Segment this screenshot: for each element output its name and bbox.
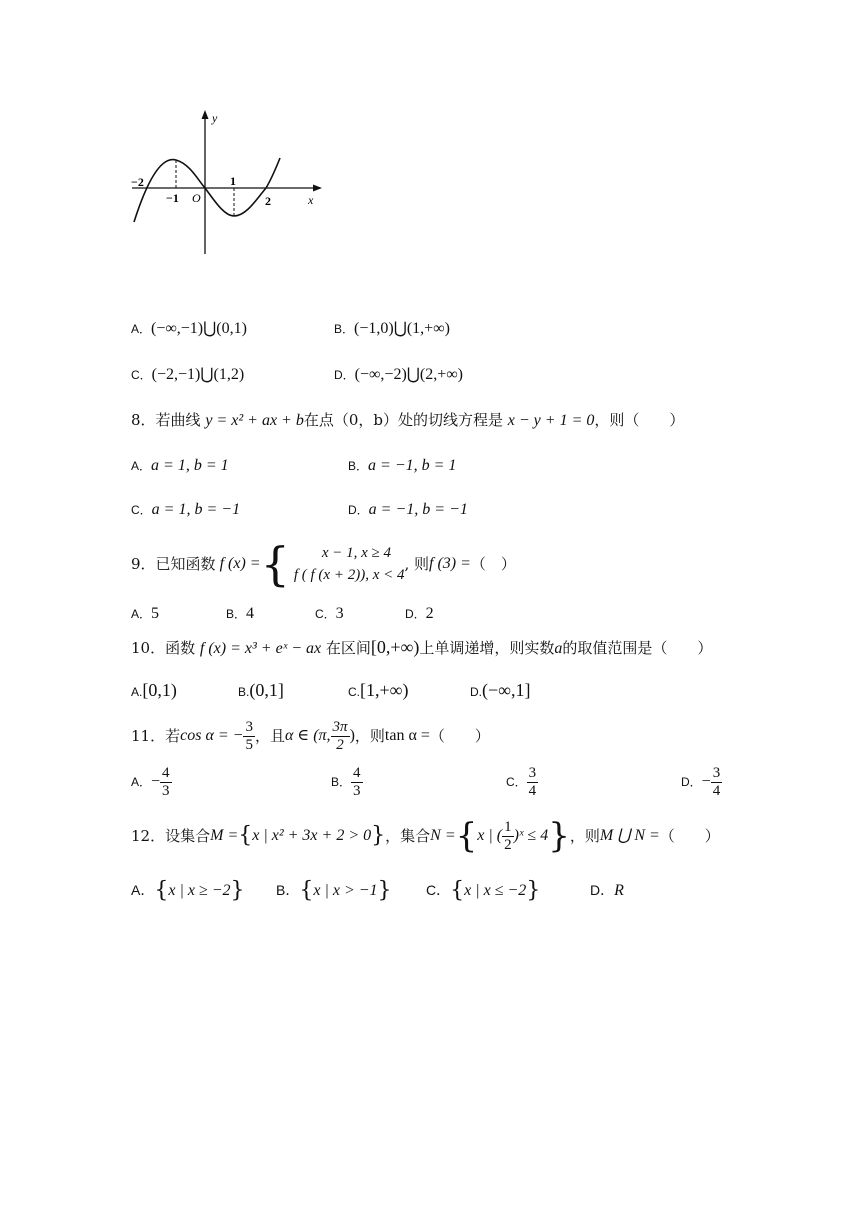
q8-b-math: a = −1, b = 1 [368, 457, 457, 474]
q12-a-label: A． [131, 882, 155, 898]
label-x: x [308, 193, 314, 207]
q8-d-math: a = −1, b = −1 [368, 501, 468, 518]
q10-interval: [0,+∞) [370, 637, 420, 657]
q12-pre: 设集合 [165, 827, 211, 845]
q12-post-pre: ，则 [569, 827, 600, 845]
q9-post-pre: , 则 [404, 555, 430, 573]
q8-b-label: B． [348, 459, 369, 473]
q10-b-math: (0,1] [249, 680, 284, 700]
q12-n-post: )ˣ ≤ 4 [513, 827, 549, 844]
q7-a-label: A． [131, 322, 152, 336]
label-y: y [212, 111, 218, 125]
q8-number: 8． [131, 411, 156, 429]
q8-mid: 在点（0，b）处的切线方程是 [303, 411, 503, 429]
q11-cos-num: 3 [245, 718, 253, 735]
q12-d [590, 880, 624, 901]
q10-post: 上单调递增，则实数 [419, 639, 555, 657]
q12-b-rbrace: } [377, 878, 392, 903]
q11-pi-den: 2 [336, 736, 344, 753]
q12-b-label: B． [276, 882, 300, 898]
q7-b-label: B． [334, 322, 355, 336]
q8-post: ，则（ ） [594, 411, 685, 429]
q10-post2: 的取值范围是（ ） [562, 639, 713, 657]
q9-b [226, 603, 254, 624]
q10-c-math: [1,+∞) [360, 680, 409, 700]
q11-c-frac [527, 765, 539, 800]
q10-b [238, 680, 284, 702]
q10-stem [131, 637, 712, 659]
tick-1: 1 [230, 174, 236, 188]
q8-a-label: A． [131, 459, 152, 473]
q7-b-math: (−1,0)⋃(1,+∞) [354, 320, 450, 337]
q11-d [681, 762, 722, 802]
q10-var: a [554, 640, 563, 657]
q11-d-label: D． [681, 775, 702, 789]
q12-n-num: 1 [504, 818, 512, 835]
q11-alpha-in: α ∈ (π, [284, 727, 331, 744]
q11-tan: tan α = [384, 727, 430, 744]
q7-d [334, 364, 463, 385]
q9-d-math: 2 [425, 605, 434, 622]
q9-c-math: 3 [335, 605, 344, 622]
tick-neg1: −1 [166, 191, 179, 205]
q12-stem [131, 814, 720, 858]
q11-a-num: 4 [162, 764, 170, 781]
q11-pre: 若 [165, 727, 181, 745]
q11-pi-num: 3π [332, 718, 348, 735]
q12-n-rbrace: } [548, 816, 570, 856]
tick-neg2: −2 [131, 175, 144, 189]
q12-a-math: x | x ≥ −2 [168, 882, 231, 899]
q10-f: f (x) = x³ + eˣ − ax [199, 640, 322, 657]
q8-c-label: C． [131, 503, 152, 517]
q11-stem [131, 716, 490, 756]
q9-a-math: 5 [151, 605, 160, 622]
q11-a-label: A． [131, 775, 152, 789]
q9-post: （ ） [470, 555, 516, 573]
tick-2: 2 [265, 194, 271, 208]
q9-f: f (x) = [219, 555, 261, 572]
q11-cos: cos α = − [180, 727, 244, 744]
q10-pre: 函数 [165, 639, 196, 657]
q10-a [131, 680, 177, 702]
q10-mid: 在区间 [325, 639, 371, 657]
q12-union: M ⋃ N = [599, 827, 660, 844]
q8-d [348, 499, 468, 520]
q9-number: 9． [131, 555, 156, 573]
q9-pre: 已知函数 [155, 555, 216, 573]
q12-m: M = [210, 827, 239, 844]
q11-c-num: 3 [528, 764, 537, 781]
q12-c-label: C． [426, 882, 451, 898]
q8-b [348, 455, 456, 476]
q11-number: 11． [131, 727, 166, 745]
q11-cos-frac [243, 719, 255, 754]
q8-curve: y = x² + ax + b [205, 412, 304, 429]
q12-d-math: R [614, 882, 624, 899]
q12-c-lbrace: { [450, 878, 465, 903]
q12-n-frac [502, 819, 514, 854]
q11-c-label: C． [506, 775, 527, 789]
q11-b-frac [351, 765, 363, 800]
q11-c [506, 762, 538, 802]
q9-f3: f (3) = [429, 555, 471, 572]
q7-c-label: C． [131, 368, 152, 382]
q12-c-math: x | x ≤ −2 [464, 882, 527, 899]
q10-b-label: B. [238, 685, 250, 699]
q11-b-num: 4 [353, 764, 361, 781]
q11-close: ) [349, 727, 355, 744]
q11-a-sign: − [151, 773, 161, 790]
q9-b-math: 4 [246, 605, 255, 622]
q11-d-num: 3 [712, 764, 721, 781]
q7-d-math: (−∞,−2)⋃(2,+∞) [354, 366, 463, 383]
q12-n-lbrace: { [455, 816, 478, 856]
q12-c [426, 880, 540, 901]
q11-c-den: 4 [528, 782, 537, 799]
q12-a-rbrace: } [230, 878, 245, 903]
q7-d-label: D． [334, 368, 355, 382]
q12-d-label: D． [590, 882, 615, 898]
q8-pre: 若曲线 [155, 411, 201, 429]
q9-c [315, 603, 344, 624]
q10-a-label: A. [131, 685, 143, 699]
q8-d-label: D． [348, 503, 369, 517]
q11-post-pre: ，则 [354, 727, 385, 745]
q8-c [131, 499, 240, 520]
q11-a-frac [160, 765, 172, 800]
q12-number: 12． [131, 827, 166, 845]
q12-a [131, 880, 245, 901]
q11-b-label: B． [331, 775, 352, 789]
q11-d-sign: − [701, 773, 711, 790]
q8-a-math: a = 1, b = 1 [151, 457, 229, 474]
q7-c-math: (−2,−1)⋃(1,2) [151, 366, 245, 383]
q9-b-label: B． [226, 607, 247, 621]
q11-cos-den: 5 [245, 736, 253, 753]
q9-c-label: C． [315, 607, 336, 621]
q12-b-lbrace: { [299, 878, 314, 903]
q9-piecewise [260, 537, 405, 591]
q9-d [405, 603, 434, 624]
q9-a-label: A． [131, 607, 152, 621]
q10-d-label: D. [470, 685, 482, 699]
q8-stem [131, 410, 684, 431]
q10-a-math: [0,1) [142, 680, 177, 700]
q11-a [131, 762, 172, 802]
q12-post: （ ） [659, 827, 720, 845]
q7-row-ab [131, 318, 247, 339]
q10-c-label: C. [348, 685, 360, 699]
q9-case2: f ( f (x + 2)), x < 4 [293, 567, 405, 583]
q10-number: 10． [131, 639, 166, 657]
q9-case1: x − 1, x ≥ 4 [321, 545, 392, 561]
q8-a [131, 455, 229, 476]
q12-c-rbrace: } [526, 878, 541, 903]
label-origin: O [192, 191, 201, 205]
q11-d-den: 4 [712, 782, 721, 799]
y-axis-arrow [202, 110, 209, 119]
q9-brace: { [260, 537, 290, 591]
q10-d [470, 680, 530, 702]
q12-m-rbrace: } [371, 823, 386, 848]
q11-a-den: 3 [162, 782, 170, 799]
q11-mid: ，且 [254, 727, 285, 745]
q11-b [331, 762, 363, 802]
q7-a-math: (−∞,−1)⋃(0,1) [151, 320, 247, 337]
q12-b [276, 880, 392, 901]
q11-b-den: 3 [353, 782, 361, 799]
q12-n-pre: x | ( [477, 827, 503, 844]
q8-tangent: x − y + 1 = 0 [507, 412, 595, 429]
q12-b-math: x | x > −1 [313, 882, 378, 899]
q12-n-den: 2 [504, 836, 512, 853]
q12-m-lbrace: { [238, 823, 253, 848]
q9-stem [131, 537, 516, 591]
q11-pi-frac [331, 719, 350, 754]
q11-d-frac [711, 765, 723, 800]
q12-m-set: x | x² + 3x + 2 > 0 [252, 827, 372, 844]
curve [134, 158, 280, 222]
x-axis-arrow [313, 185, 322, 192]
function-graph [128, 108, 328, 260]
q10-d-math: (−∞,1] [482, 680, 531, 700]
q10-c [348, 680, 408, 702]
q9-a [131, 603, 159, 624]
q7-b [334, 318, 450, 339]
q8-c-math: a = 1, b = −1 [151, 501, 241, 518]
q12-mid: ，集合 [385, 827, 431, 845]
q9-d-label: D． [405, 607, 426, 621]
q12-n: N = [430, 827, 456, 844]
q7-row-cd [131, 364, 244, 385]
q12-a-lbrace: { [154, 878, 169, 903]
q11-post: （ ） [429, 727, 490, 745]
